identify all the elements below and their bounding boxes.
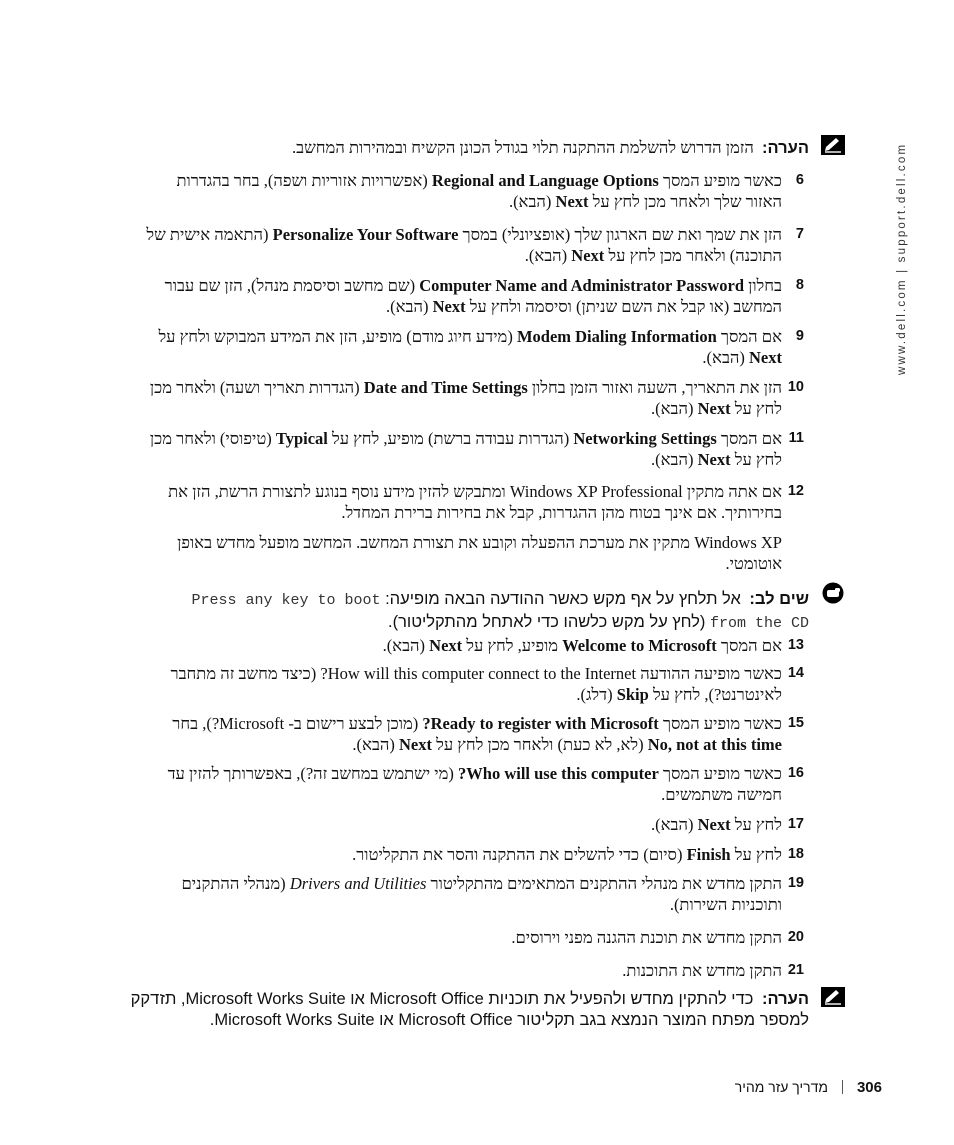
step-text-run: (התאמה אישית של התוכנה) ולאחר מכן לחץ על <box>146 225 782 265</box>
step-number: 16 <box>787 765 804 781</box>
page-footer <box>735 1079 882 1096</box>
step-ui-term: Typical <box>275 429 328 448</box>
step-text-run: (מי ישתמש במחשב זה?), באפשרותך להזין עד חמישה משתמשים. <box>167 764 782 804</box>
step-item <box>144 927 804 948</box>
step-item <box>144 170 804 212</box>
step-item <box>144 275 804 317</box>
step-text <box>144 481 782 523</box>
step-text <box>144 532 782 574</box>
step-number: 20 <box>787 929 804 945</box>
step-ui-term: No, not at this time <box>647 735 782 754</box>
step-ui-term: Finish <box>686 845 731 864</box>
step-text-run: (מנהלי ההתקנים ותוכניות השירות). <box>181 874 782 914</box>
step-number: 7 <box>795 226 804 242</box>
step-text-run: לחץ על <box>730 815 782 834</box>
step-text-run: (הבא). <box>385 297 433 316</box>
step-text-run: הזן את התאריך, השעה ואזור הזמן בחלון <box>527 378 782 397</box>
step-ui-term: Networking Settings <box>573 429 717 448</box>
step-text <box>144 170 782 212</box>
step-text-run: (הבא). <box>702 348 750 367</box>
note-pencil-icon <box>821 987 845 1007</box>
notice-label: שים לב: <box>749 590 809 608</box>
step-text-run: (שם מחשב וסיסמת מנהל), הזן שם עבור המחשב (או קבל את השם שניתן) וסיסמה ולחץ על <box>164 276 782 316</box>
step-number: 13 <box>787 637 804 653</box>
step-ui-term: Next <box>399 735 432 754</box>
step-text-run: כאשר מופיע המסך <box>658 171 782 190</box>
step-ui-term: Next <box>697 450 731 469</box>
page-number: 306 <box>856 1079 882 1096</box>
step-text <box>144 428 782 470</box>
notice-press-key <box>149 588 809 634</box>
step-text <box>144 844 782 865</box>
step-ui-term: Next <box>555 192 589 211</box>
step-item <box>144 635 804 656</box>
step-item <box>144 428 804 470</box>
step-ui-term: Next <box>697 815 731 834</box>
step-text-run: (הבא). <box>508 192 556 211</box>
footer-title: מדריך עזר מהיר <box>734 1079 828 1095</box>
step-text-run: (הבא). <box>524 246 572 265</box>
steps-list-2 <box>144 635 804 991</box>
step-number: 12 <box>787 483 804 499</box>
notice-code-2: from the CD <box>709 615 809 632</box>
step-text-run: (הבא). <box>352 735 400 754</box>
step-ui-term: Modem Dialing Information <box>516 327 717 346</box>
step-text-run: בחלון <box>744 276 782 295</box>
step-text <box>144 763 782 805</box>
step-text-run: כאשר מופיע המסך <box>658 714 782 733</box>
step-text-run: אם אתה מתקין Windows XP Professional ומתבקש להזין מידע נוסף בנוגע לתצורת הרשת, הזן את בחירותיך. אם אינך בטוח מהן ההגדרות, קבל את בחירות ברירת המחדל. <box>168 482 782 522</box>
step-text-run: (הבא). <box>651 399 698 418</box>
notice-code-1: Press any key to boot <box>191 592 381 609</box>
step-text-run: (אפשרויות אזוריות ושפה), בחר בהגדרות האזור שלך ולאחר מכן לחץ על <box>176 171 782 211</box>
step-item <box>144 814 804 835</box>
notice-text: אל תלחץ על אף מקש כאשר ההודעה הבאה מופיעה: <box>380 590 746 608</box>
step-ui-term: Next <box>571 246 605 265</box>
step-text-run: כאשר מופיע המסך <box>658 764 782 783</box>
step-text-run: (הגדרות עבודה ברשת) מופיע, לחץ על <box>327 429 574 448</box>
step-media-name: Drivers and Utilities <box>289 874 427 893</box>
step-item <box>144 663 804 705</box>
step-ui-term: Next <box>432 297 466 316</box>
step-ui-term: Date and Time Settings <box>363 378 528 397</box>
step-text-run: (לא, לא כעת) ולאחר מכן לחץ על <box>432 735 648 754</box>
step-item <box>144 713 804 755</box>
note-office-reinstall <box>129 989 809 1031</box>
step-ui-term: Who will use this computer? <box>458 764 659 783</box>
note-text: כדי להתקין מחדש ולהפעיל את תוכניות Microsoft Office או Microsoft Works Suite, תזדקק למספר מפתח המוצר הנמצא בגב תקליטור Microsoft Office או Microsoft Works Suite. <box>130 990 809 1029</box>
step-text <box>144 814 782 835</box>
step-number: 18 <box>787 846 804 862</box>
step-item <box>144 844 804 865</box>
step-ui-term: Next <box>697 399 731 418</box>
step-number: 10 <box>787 379 804 395</box>
step-text-run: לחץ על <box>730 845 782 864</box>
step-text-run: אם המסך <box>716 327 782 346</box>
support-url-text: www.dell.com | support.dell.com <box>896 142 908 375</box>
notice-hand-icon <box>821 582 845 604</box>
step-number: 17 <box>787 816 804 832</box>
step-text-run: (הבא). <box>382 636 430 655</box>
step-number: 6 <box>795 172 804 188</box>
step-text <box>144 326 782 368</box>
step-ui-term: Welcome to Microsoft <box>562 636 717 655</box>
note-text: הזמן הדרוש להשלמת ההתקנה תלוי בגודל הכונן הקשיח ובמהירות המחשב. <box>292 138 758 157</box>
step-text <box>144 275 782 317</box>
step-text-run: התקן מחדש את התוכנות. <box>622 961 782 980</box>
support-url-sidebar <box>896 125 920 385</box>
step-ui-term: Regional and Language Options <box>431 171 659 190</box>
footer-divider <box>842 1080 843 1094</box>
note-install-time <box>292 137 809 159</box>
step-number: 15 <box>787 715 804 731</box>
step-text-run: הזן את שמך ואת שם הארגון שלך (אופציונלי) במסך <box>458 225 782 244</box>
step-text <box>144 960 782 981</box>
step-number: 14 <box>787 665 804 681</box>
step-text-run: כאשר מופיעה ההודעה How will this computer connect to the Internet? (כיצד מחשב זה מתחבר לאינטרנט?), לחץ על <box>170 664 782 704</box>
step-text-run: Windows XP מתקין את מערכת ההפעלה וקובע את תצורת המחשב. המחשב מופעל מחדש באופן אוטומטי. <box>177 533 782 573</box>
step-item <box>144 873 804 915</box>
step-ui-term: Personalize Your Software <box>272 225 459 244</box>
step-text-run: (סיום) כדי להשלים את ההתקנה והסר את התקליטור. <box>352 845 687 864</box>
step-item <box>144 326 804 368</box>
step-text-run: (טיפוסי) ולאחר מכן לחץ על <box>149 429 782 469</box>
step-text-run: אם המסך <box>716 636 782 655</box>
step-text-run: (הבא). <box>651 450 698 469</box>
notice-text-2: (לחץ על מקש כלשהו כדי לאתחל מהתקליטור). <box>388 613 710 631</box>
step-text <box>144 224 782 266</box>
step-text-run: התקן מחדש את תוכנת ההגנה מפני וירוסים. <box>511 928 782 947</box>
step-text-run: אם המסך <box>716 429 782 448</box>
note-pencil-icon <box>821 135 845 155</box>
steps-list-1 <box>144 170 804 584</box>
step-text-run: מופיע, לחץ על <box>462 636 563 655</box>
step-number: 11 <box>788 430 804 446</box>
step-text-run: (דלג). <box>576 685 617 704</box>
step-number: 19 <box>787 875 804 891</box>
step-ui-term: Ready to register with Microsoft? <box>422 714 659 733</box>
step-ui-term: Next <box>749 348 782 367</box>
step-item <box>144 481 804 574</box>
step-number: 9 <box>795 328 804 344</box>
step-number: 8 <box>795 277 804 293</box>
step-item <box>144 960 804 981</box>
step-ui-term: Skip <box>616 685 649 704</box>
step-item <box>144 224 804 266</box>
step-item <box>144 377 804 419</box>
step-number: 21 <box>787 962 804 978</box>
step-text <box>144 663 782 705</box>
step-text <box>144 927 782 948</box>
step-text <box>144 635 782 656</box>
step-text-run: (הגדרות תאריך ושעה) ולאחר מכן לחץ על <box>149 378 782 418</box>
step-ui-term: Next <box>429 636 463 655</box>
step-text-run: התקן מחדש את מנהלי ההתקנים המתאימים מהתקליטור <box>426 874 782 893</box>
note-label: הערה: <box>761 990 809 1008</box>
step-text-run: (הבא). <box>651 815 698 834</box>
step-item <box>144 763 804 805</box>
note-label: הערה: <box>761 139 809 157</box>
step-text-run: (מוכן לבצע רישום ב- Microsoft?), בחר <box>172 714 423 733</box>
step-text-run: (מידע חיוג מודם) מופיע, הזן את המידע המבוקש ולחץ על <box>158 327 517 346</box>
step-text <box>144 713 782 755</box>
step-text <box>144 873 782 915</box>
step-ui-term: Computer Name and Administrator Password <box>419 276 744 295</box>
step-text <box>144 377 782 419</box>
